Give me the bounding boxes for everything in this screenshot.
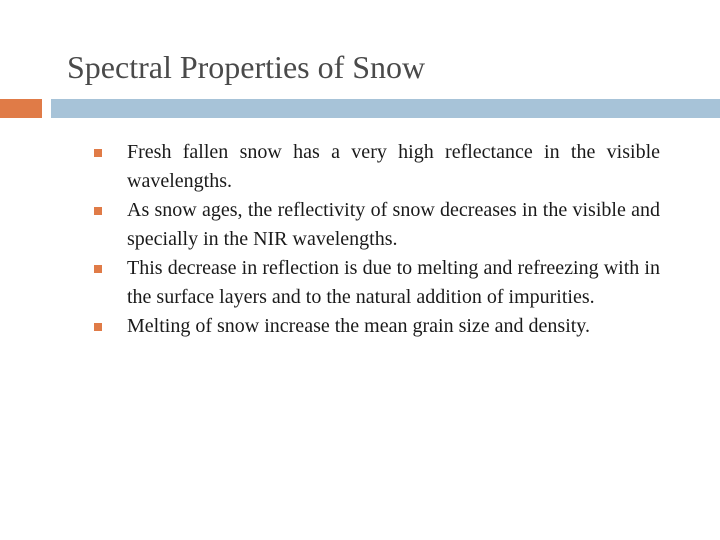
square-bullet-icon (94, 207, 102, 215)
slide-title: Spectral Properties of Snow (67, 49, 426, 85)
title-divider-bar (51, 99, 720, 118)
square-bullet-icon (94, 149, 102, 157)
bullet-text: This decrease in reflection is due to melting and refreezing with in the surface layers and to the natural addition of impurities. (127, 257, 660, 308)
square-bullet-icon (94, 323, 102, 331)
bullet-item (0, 138, 720, 196)
title-divider-accent (0, 99, 42, 118)
bullet-text: Melting of snow increase the mean grain size and density. (127, 315, 591, 337)
square-bullet-icon (94, 265, 102, 273)
bullet-item (0, 196, 720, 254)
bullet-text: Fresh fallen snow has a very high reflectance in the visible wavelengths. (127, 141, 660, 192)
bullet-item (0, 254, 720, 312)
bullet-list (0, 138, 720, 341)
bullet-item (0, 312, 720, 341)
bullet-text: As snow ages, the reflectivity of snow decreases in the visible and specially in the NIR wavelengths. (127, 199, 660, 250)
